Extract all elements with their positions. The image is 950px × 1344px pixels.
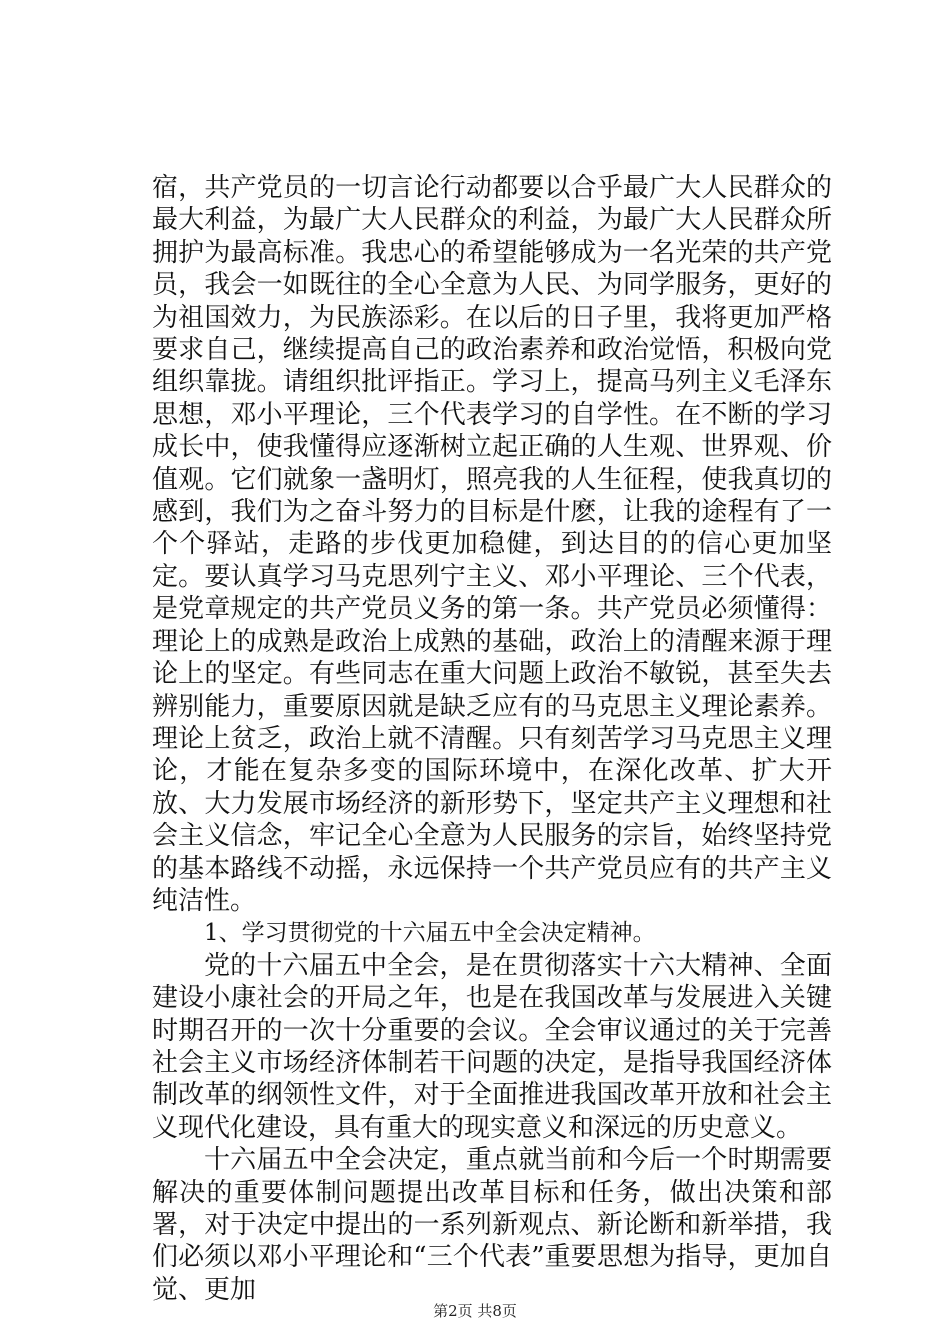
page-number-footer: 第2页 共8页 [433, 1302, 517, 1320]
paragraph-continued: 宿，共产党员的一切言论行动都要以合乎最广大人民群众的最大利益，为最广大人民群众的利益，为最广大人民群众所拥护为最高标准。我忠心的希望能够成为一名光荣的共产党员，我会一如既往的全心全意为人民、为同学服务，更好的为祖国效力，为民族添彩。在以后的日子里，我将更加严格要求自己，继续提高自己的政治素养和政治觉悟，积极向党组织靠拢。请组织批评指正。学习上，提高马列主义毛泽东思想，邓小平理论，三个代表学习的自学性。在不断的学习成长中，使我懂得应逐渐树立起正确的人生观、世界观、价值观。它们就象一盏明灯，照亮我的人生征程，使我真切的感到，我们为之奋斗努力的目标是什麽，让我的途程有了一个个驿站，走路的步伐更加稳健，到达目的的信心更加坚定。要认真学习马克思列宁主义、邓小平理论、三个代表，是党章规定的共产党员义务的第一条。共产党员必须懂得：理论上的成熟是政治上成熟的基础，政治上的清醒来源于理论上的坚定。有些同志在重大问题上政治不敏锐，甚至失去辨别能力，重要原因就是缺乏应有的马克思主义理论素养。理论上贫乏，政治上就不清醒。只有刻苦学习马克思主义理论，才能在复杂多变的国际环境中，在深化改革、扩大开放、大力发展市场经济的新形势下，坚定共产主义理想和社会主义信念，牢记全心全意为人民服务的宗旨，始终坚持党的基本路线不动摇，永远保持一个共产党员应有的共产主义纯洁性。 [152, 173, 832, 916]
paragraph: 党的十六届五中全会，是在贯彻落实十六大精神、全面建设小康社会的开局之年，也是在我国改革与发展进入关键时期召开的一次十分重要的会议。全会审议通过的关于完善社会主义市场经济体制若干问题的决定，是指导我国经济体制改革的纲领性文件，对于全面推进我国改革开放和社会主义现代化建设，具有重大的现实意义和深远的历史意义。 [152, 950, 832, 1143]
document-body [152, 172, 832, 1306]
section-heading: 1、学习贯彻党的十六届五中全会决定精神。 [204, 920, 656, 947]
paragraph: 十六届五中全会决定，重点就当前和今后一个时期需要解决的重要体制问题提出改革目标和任务，做出决策和部署，对于决定中提出的一系列新观点、新论断和新举措，我们必须以邓小平理论和“三个代表”重要思想为指导，更加自觉、更加 [152, 1145, 832, 1305]
